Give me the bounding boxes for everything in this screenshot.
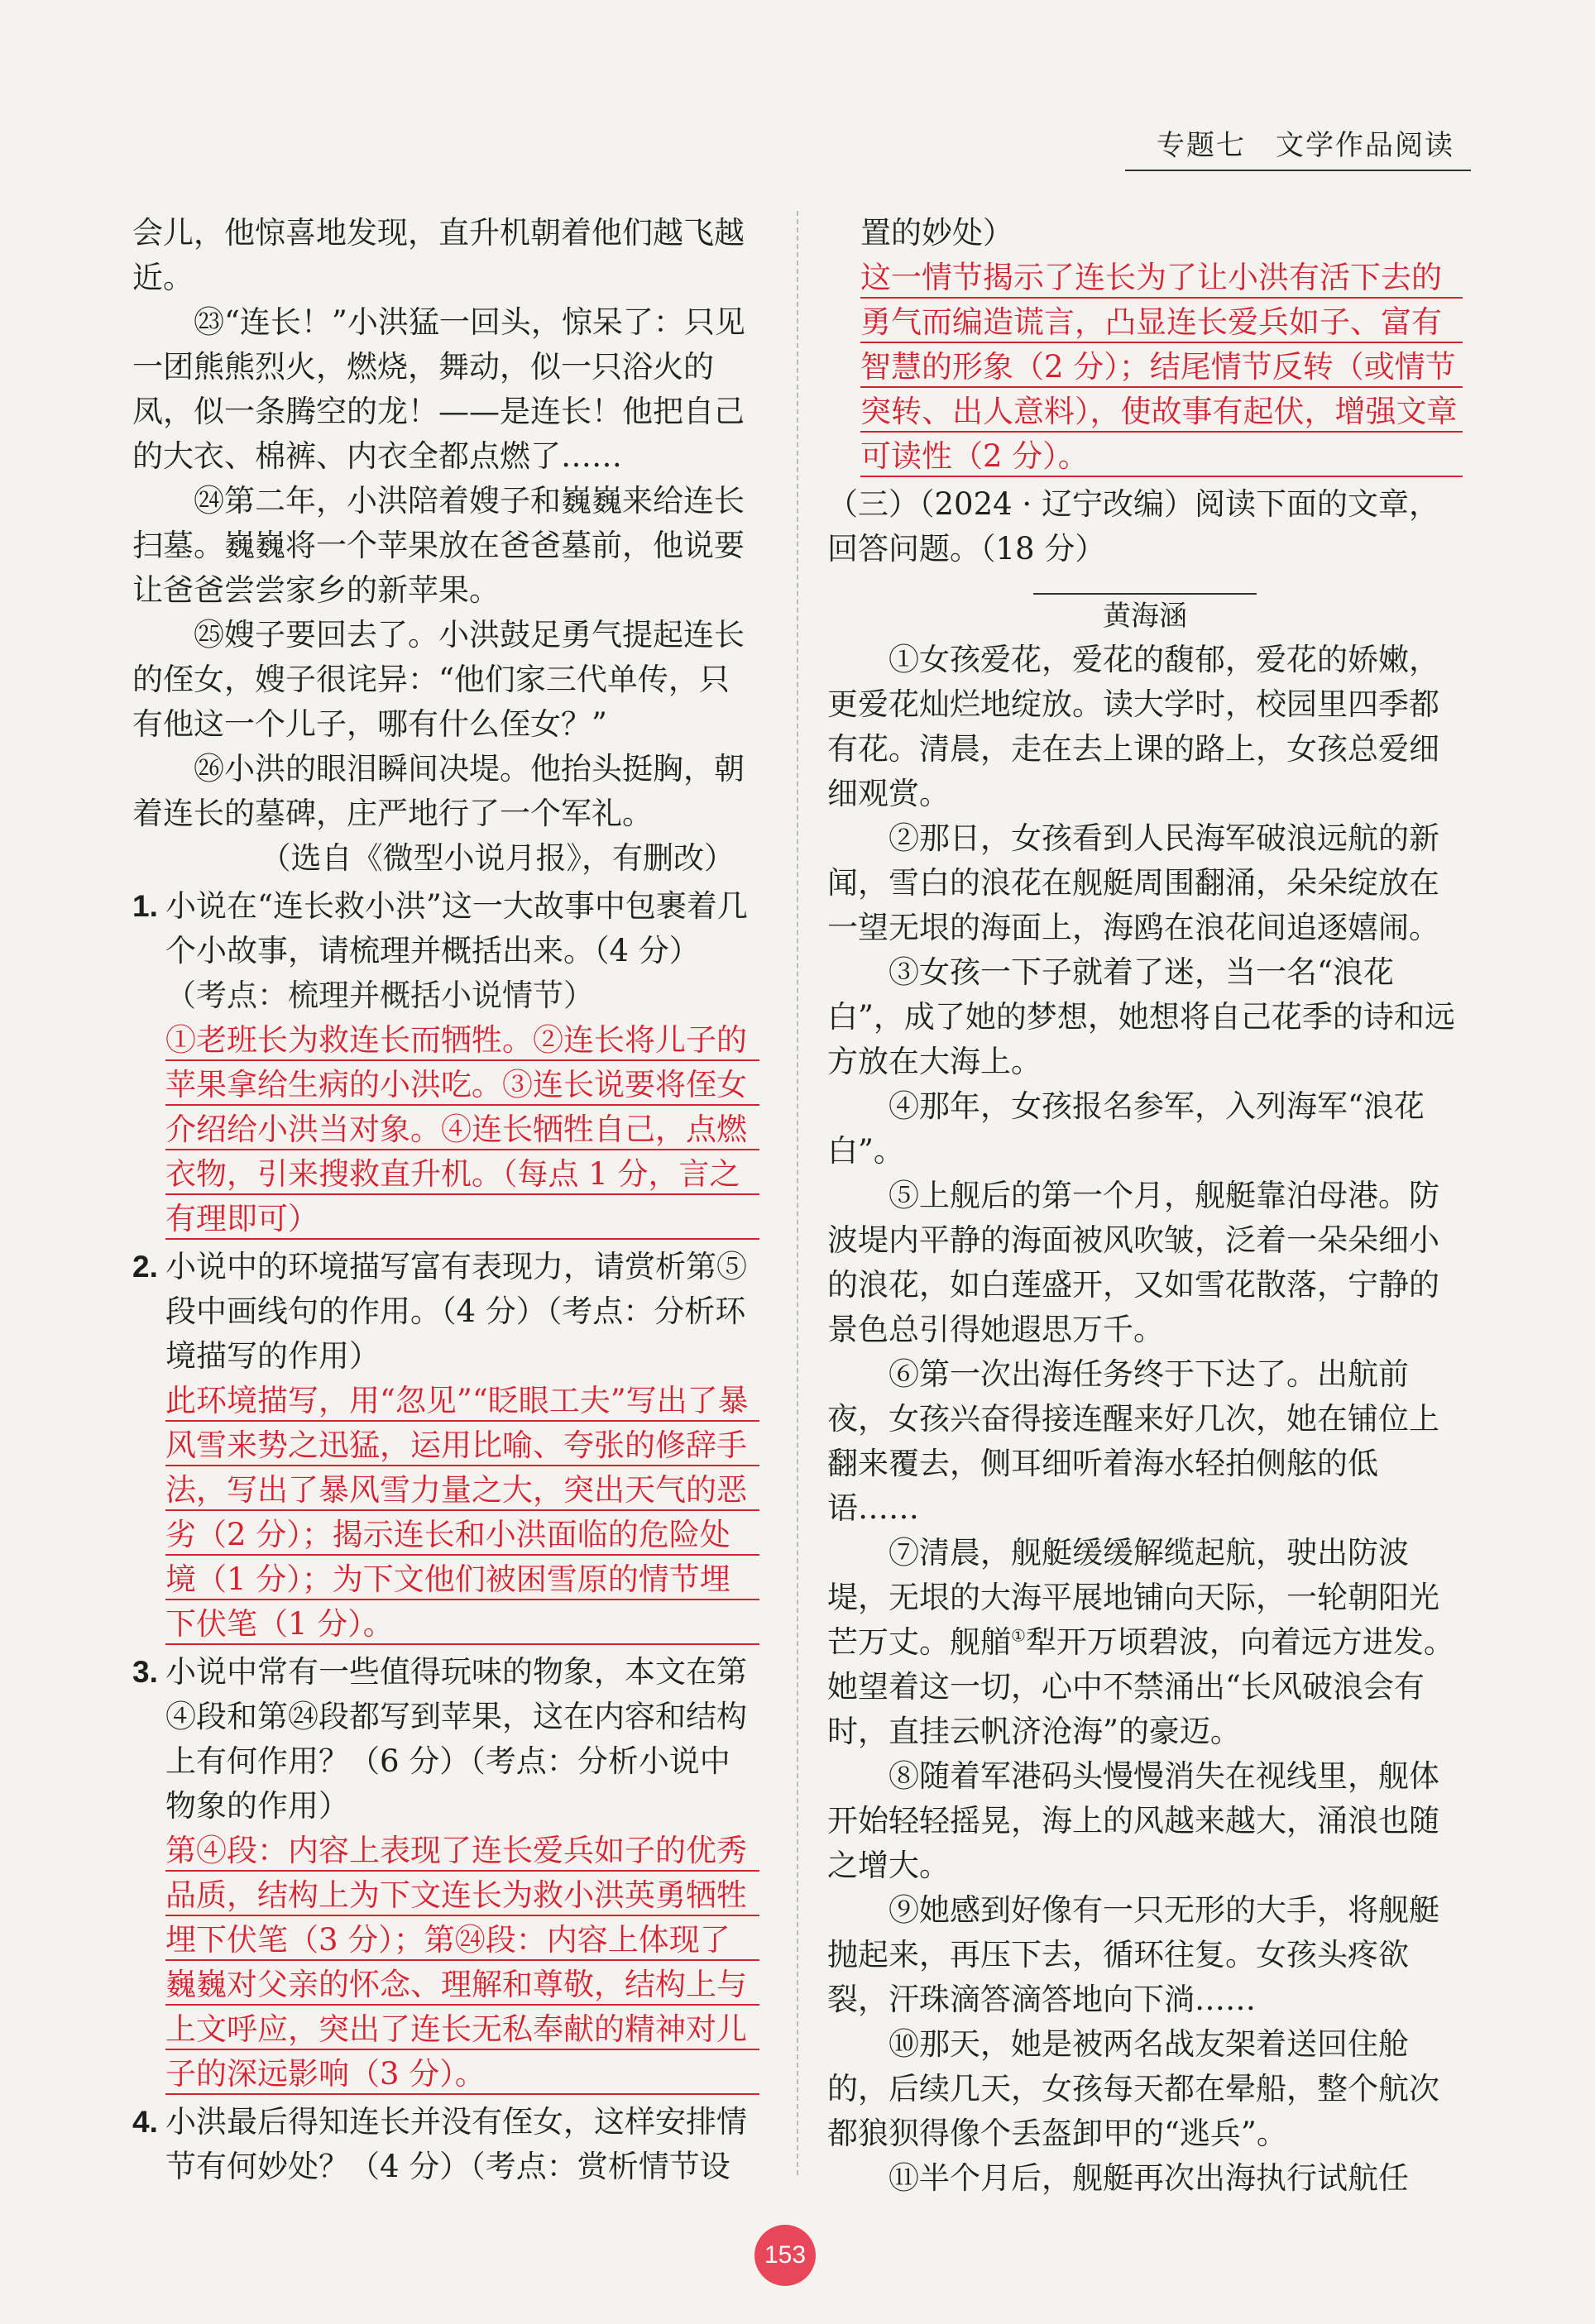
answer-text: 第④段：内容上表现了连长爱兵如子的优秀品质，结构上为下文连长为救小洪英勇牺牲埋下伏笔（3 分）；第㉔段：内容上体现了巍巍对父亲的怀念、理解和尊敬，结构上与上文呼应，突出了连长无私奉献的精神对儿子的深远影响（3 分）。 bbox=[165, 1829, 759, 2097]
story-source: （选自《微型小说月报》，有删改） bbox=[260, 840, 735, 876]
article-paragraph: ④那年，女孩报名参军，入列海军“浪花白”。 bbox=[827, 1088, 1425, 1169]
page-number: 153 bbox=[754, 2225, 816, 2286]
question-3 bbox=[132, 1650, 759, 2097]
article-paragraph: ③女孩一下子就着了迷，当一名“浪花白”，成了她的梦想，她想将自己花季的诗和远方放在大海上。 bbox=[827, 954, 1455, 1079]
paragraph-text: 犁开万顷碧波，向着远方进发。她望着这一切，心中不禁涌出“长风破浪会有时，直挂云帆济沧海”的豪迈。 bbox=[827, 1624, 1454, 1749]
footnote-marker: ① bbox=[1011, 1625, 1026, 1646]
question-text: 小说中的环境描写富有表现力，请赏析第⑤段中画线句的作用。（4 分）（考点：分析环境描写的作用） bbox=[165, 1249, 747, 1374]
answer-text: ①老班长为救连长而牺牲。②连长将儿子的苹果拿给生病的小洪吃。③连长说要将侄女介绍给小洪当对象。④连长牺牲自己，点燃衣物，引来搜救直升机。（每点 1 分，言之有理即可） bbox=[165, 1018, 759, 1241]
article-paragraph bbox=[827, 1531, 1463, 1754]
left-column bbox=[132, 211, 759, 2189]
story-paragraph: 会儿，他惊喜地发现，直升机朝着他们越飞越近。 bbox=[132, 215, 745, 295]
answer-text: 此环境描写，用“忽见”“眨眼工夫”写出了暴风雪来势之迅猛，运用比喻、夸张的修辞手法，写出了暴风雪力量之大，突出天气的恶劣（2 分）；揭示连长和小洪面临的危险处境（1 分）；为下文他们被困雪原的情节埋下伏笔（1 分）。 bbox=[165, 1379, 759, 1647]
header-rule bbox=[1125, 170, 1471, 171]
running-header: 专题七 文学作品阅读 bbox=[1157, 129, 1454, 162]
question-text: 小洪最后得知连长并没有侄女，这样安排情节有何妙处？（4 分）（考点：赏析情节设 bbox=[165, 2104, 747, 2184]
paragraph-text: ⑦清晨，舰艇缓缓解缆起航，驶出防波堤，无垠的大海平展地铺向天际，一轮朝阳光芒万丈。舰艏 bbox=[827, 1535, 1439, 1660]
question-number: 3. bbox=[132, 1655, 158, 1689]
story-paragraph: ㉕嫂子要回去了。小洪鼓足勇气提起连长的侄女，嫂子很诧异：“他们家三代单传，只有他这一个儿子，哪有什么侄女？” bbox=[132, 617, 745, 742]
question-number: 1. bbox=[132, 889, 158, 923]
column-divider bbox=[797, 211, 798, 2175]
article-paragraph: ⑥第一次出海任务终于下达了。出航前夜，女孩兴奋得接连醒来好几次，她在铺位上翻来覆去，侧耳细听着海水轻拍侧舷的低语…… bbox=[827, 1356, 1439, 1526]
question-1 bbox=[132, 884, 759, 1241]
question-text: 小说中常有一些值得玩味的物象，本文在第④段和第㉔段都写到苹果，这在内容和结构上有何作用？（6 分）（考点：分析小说中物象的作用） bbox=[165, 1654, 747, 1824]
article-paragraph: ②那日，女孩看到人民海军破浪远航的新闻，雪白的浪花在舰艇周围翻涌，朵朵绽放在一望无垠的海面上，海鸥在浪花间追逐嬉闹。 bbox=[827, 820, 1439, 945]
question-4 bbox=[132, 2100, 759, 2189]
question-number: 2. bbox=[132, 1250, 158, 1284]
section-heading: （三）（2024 · 辽宁改编）阅读下面的文章，回答问题。（18 分） bbox=[827, 486, 1439, 567]
question-4-continuation: 置的妙处） bbox=[860, 215, 1013, 251]
answer-text: 这一情节揭示了连长为了让小洪有活下去的勇气而编造谎言，凸显连长爱兵如子、富有智慧的形象（2 分）；结尾情节反转（或情节突转、出人意料），使故事有起伏，增强文章可读性（2 分）。 bbox=[860, 256, 1463, 479]
story-paragraph: ㉖小洪的眼泪瞬间决堤。他抬头挺胸，朝着连长的墓碑，庄严地行了一个军礼。 bbox=[132, 751, 745, 831]
article-paragraph: ⑩那天，她是被两名战友架着送回住舱的，后续几天，女孩每天都在晕船，整个航次都狼狈得像个丢盔卸甲的“逃兵”。 bbox=[827, 2026, 1439, 2151]
article-title: 黄海涵 bbox=[1103, 600, 1187, 633]
right-column bbox=[827, 211, 1463, 2201]
question-number: 4. bbox=[132, 2105, 158, 2139]
article-paragraph: ⑨她感到好像有一只无形的大手，将舰艇抛起来，再压下去，循环往复。女孩头疼欲裂，汗珠滴答滴答地向下淌…… bbox=[827, 1892, 1439, 2017]
question-text: 小说在“连长救小洪”这一大故事中包裹着几个小故事，请梳理并概括出来。（4 分） bbox=[165, 888, 748, 968]
article-paragraph: ①女孩爱花，爱花的馥郁，爱花的娇嫩，更爱花灿烂地绽放。读大学时，校园里四季都有花。清晨，走在去上课的路上，女孩总爱细细观赏。 bbox=[827, 642, 1439, 811]
story-paragraph: ㉓“连长！”小洪猛一回头，惊呆了：只见一团熊熊烈火，燃烧，舞动，似一只浴火的凤，似一条腾空的龙！——是连长！他把自己的大衣、棉裤、内衣全都点燃了…… bbox=[132, 304, 745, 474]
question-hint: （考点：梳理并概括小说情节） bbox=[165, 978, 594, 1013]
article-paragraph: ⑤上舰后的第一个月，舰艇靠泊母港。防波堤内平静的海面被风吹皱，泛着一朵朵细小的浪花，如白莲盛开，又如雪花散落，宁静的景色总引得她遐思万千。 bbox=[827, 1178, 1439, 1347]
article-paragraph: ⑪半个月后，舰艇再次出海执行试航任 bbox=[889, 2160, 1409, 2196]
article-paragraph: ⑧随着军港码头慢慢消失在视线里，舰体开始轻轻摇晃，海上的风越来越大，涌浪也随之增大。 bbox=[827, 1758, 1439, 1883]
question-2 bbox=[132, 1245, 759, 1647]
story-paragraph: ㉔第二年，小洪陪着嫂子和巍巍来给连长扫墓。巍巍将一个苹果放在爸爸墓前，他说要让爸爸尝尝家乡的新苹果。 bbox=[132, 483, 745, 608]
